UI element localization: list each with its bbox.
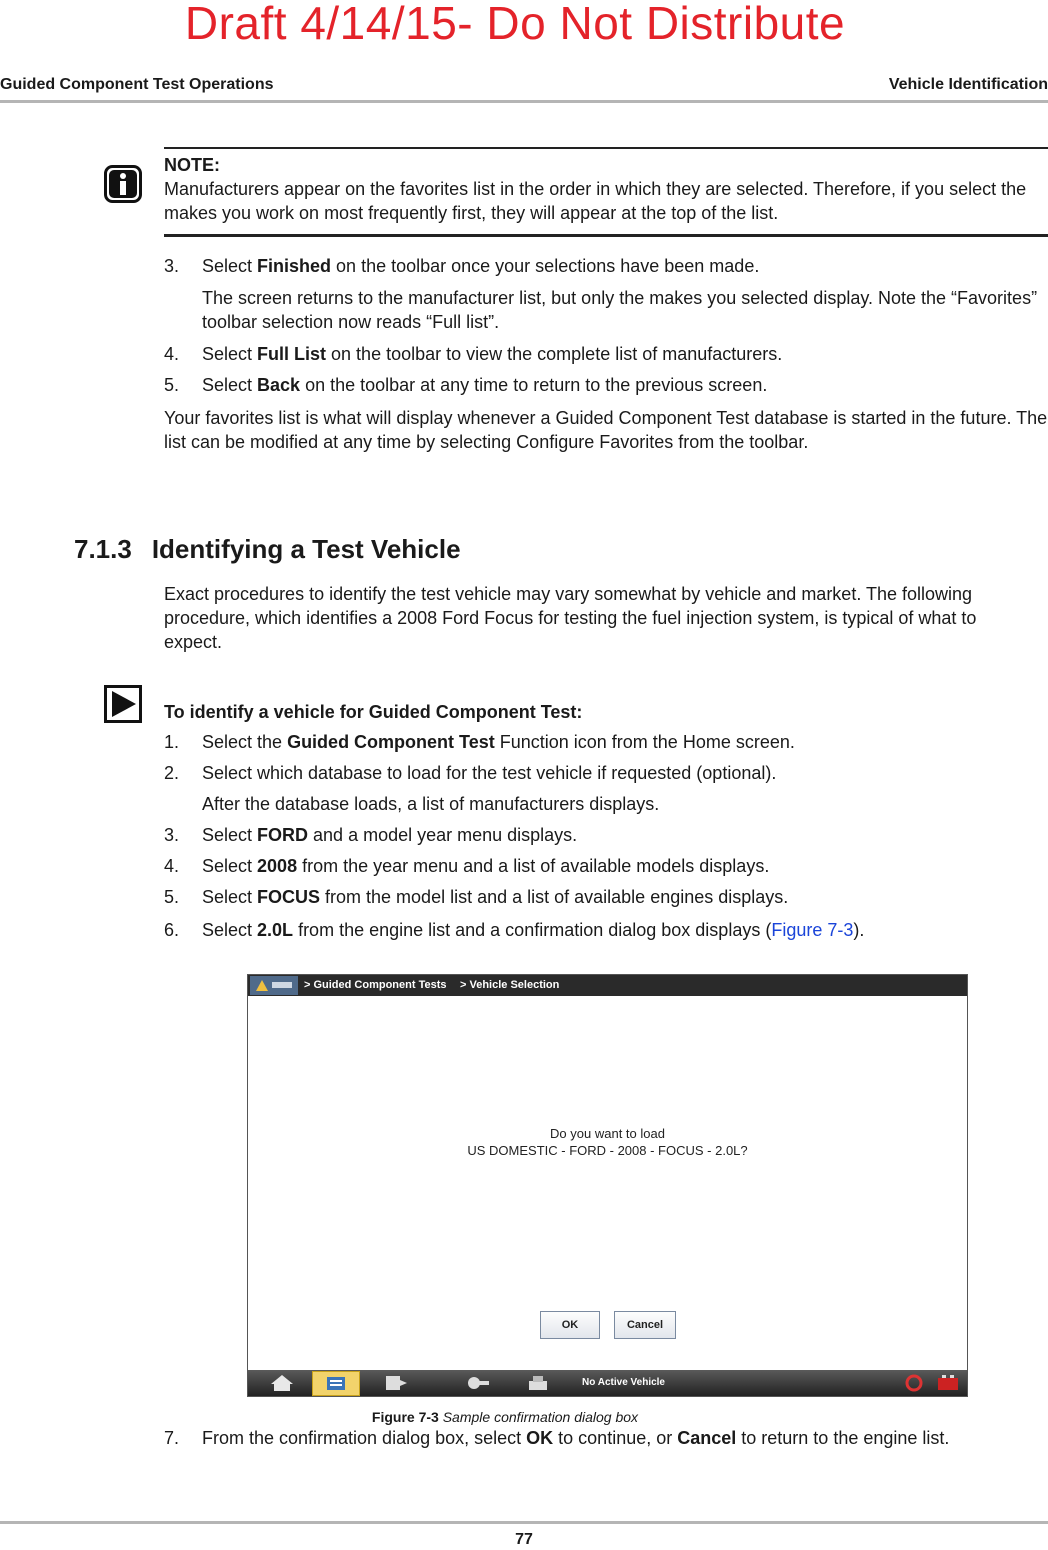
step-b-2: 2. Select which database to load for the test vehicle if requested (optional).: [164, 763, 777, 783]
battery-icon: [936, 1374, 960, 1392]
ok-button[interactable]: OK: [540, 1311, 600, 1339]
header-rule: [0, 100, 1048, 103]
screenshot-toolbar: [248, 1370, 967, 1396]
section-heading: [74, 534, 461, 565]
connection-icon: [902, 1374, 926, 1392]
note-text: Manufacturers appear on the favorites list in the order in which they are selected. Therefore, if you select the makes you work on most frequently first, they will appear at the top of the list.: [164, 179, 1027, 223]
print-icon[interactable]: [526, 1374, 550, 1392]
figure-link[interactable]: Figure 7-3: [771, 920, 854, 940]
cancel-button[interactable]: Cancel: [614, 1311, 676, 1339]
confirm-question-line1: Do you want to load: [550, 1126, 665, 1141]
screenshot-title-bar: [248, 975, 967, 996]
step-b-2-result: After the database loads, a list of manufacturers displays.: [202, 794, 660, 814]
note-info-icon: [104, 165, 142, 203]
step-b-5: 5. Select FOCUS from the model list and a list of available engines displays.: [164, 887, 789, 907]
header-chapter: Guided Component Test Operations: [0, 76, 274, 93]
note-rule-top: [164, 147, 1048, 149]
figure-caption: [0, 1409, 1010, 1425]
figure-screenshot: [247, 974, 968, 1397]
step-a-3-result: The screen returns to the manufacturer list, but only the makes you selected display. Note the “Favorites” toolbar selection now reads “Full list”.: [202, 288, 1038, 332]
step-a-5: 5. Select Back on the toolbar at any time to return to the previous screen.: [164, 375, 768, 395]
step-b-1: 1. Select the Guided Component Test Function icon from the Home screen.: [164, 732, 795, 752]
draft-watermark: Draft 4/14/15- Do Not Distribute: [184, 0, 846, 49]
breadcrumb-vehicle-selection[interactable]: > Vehicle Selection: [460, 979, 560, 991]
figure-caption-label: Figure 7-3: [371, 1409, 439, 1425]
procedure-arrow-icon: [104, 685, 142, 723]
status-no-active-vehicle: No Active Vehicle: [582, 1377, 665, 1388]
favorites-toolbar-button[interactable]: [312, 1371, 360, 1396]
note-rule-bottom: [164, 234, 1048, 237]
home-tools-icon: [250, 976, 298, 995]
page-number: 77: [515, 1531, 533, 1548]
section-title: Identifying a Test Vehicle: [151, 534, 461, 564]
step-a-4: 4. Select Full List on the toolbar to view the complete list of manufacturers.: [164, 344, 783, 364]
breadcrumb-gct[interactable]: > Guided Component Tests: [304, 979, 447, 991]
confirm-question-line2: US DOMESTIC - FORD - 2008 - FOCUS - 2.0L?: [467, 1143, 748, 1158]
step-b-7: 7. From the confirmation dialog box, select OK to continue, or Cancel to return to the engine list.: [164, 1428, 950, 1448]
step-b-6: 6. Select 2.0L from the engine list and a confirmation dialog box displays (Figure 7-3).: [164, 920, 865, 940]
section-intro: Exact procedures to identify the test vehicle may vary somewhat by vehicle and market. The following procedure, which identifies a 2008 Ford Focus for testing the fuel injection system, is typical of what to expect.: [164, 584, 977, 652]
procedure-title: To identify a vehicle for Guided Component Test:: [164, 702, 583, 722]
home-icon[interactable]: [270, 1374, 294, 1392]
tools-icon[interactable]: [466, 1374, 490, 1392]
figure-caption-text: Sample confirmation dialog box: [438, 1409, 639, 1425]
step-b-4: 4. Select 2008 from the year menu and a list of available models displays.: [164, 856, 770, 876]
footer-rule: [0, 1521, 1048, 1524]
step-a-3: 3. Select Finished on the toolbar once your selections have been made.: [164, 256, 760, 276]
note-title: NOTE:: [164, 155, 220, 175]
favorites-paragraph: Your favorites list is what will display whenever a Guided Component Test database is started in the future. The list can be modified at any time by selecting Configure Favorites from the toolbar.: [164, 408, 1048, 452]
list-icon: [313, 1372, 359, 1395]
header-section: Vehicle Identification: [888, 76, 1048, 93]
vehicle-list-icon[interactable]: [384, 1374, 408, 1392]
section-number: 7.1.3: [74, 534, 132, 564]
confirm-question: [248, 1125, 967, 1159]
step-b-3: 3. Select FORD and a model year menu displays.: [164, 825, 578, 845]
